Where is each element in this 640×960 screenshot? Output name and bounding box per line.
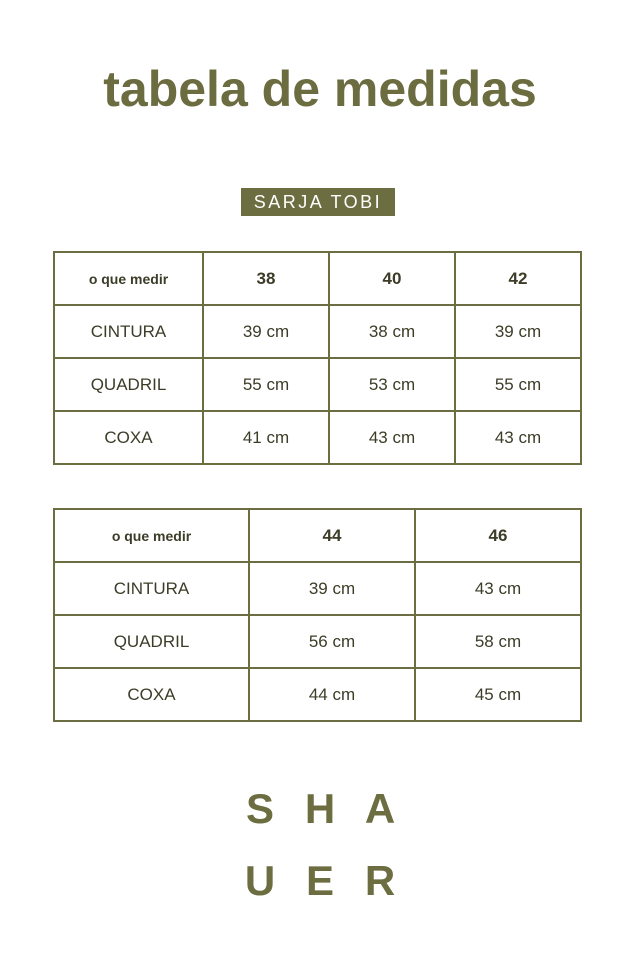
measure-value: 39 cm (455, 305, 581, 358)
measure-value: 44 cm (249, 668, 415, 721)
table-row (54, 615, 581, 668)
measure-value: 45 cm (415, 668, 581, 721)
measure-value: 43 cm (329, 411, 455, 464)
measure-value: 43 cm (455, 411, 581, 464)
logo-letter: S (245, 785, 274, 832)
measure-label: CINTURA (54, 562, 249, 615)
measure-label: COXA (54, 411, 203, 464)
measure-value: 55 cm (455, 358, 581, 411)
logo-letter: U (244, 857, 276, 904)
measure-label: CINTURA (54, 305, 203, 358)
size-header: 44 (249, 509, 415, 562)
size-table-1 (53, 251, 582, 465)
size-table-2 (53, 508, 582, 722)
table-row (54, 562, 581, 615)
table-header-row (54, 509, 581, 562)
product-name-badge: SARJA TOBI (241, 188, 395, 216)
measure-value: 55 cm (203, 358, 329, 411)
measure-value: 39 cm (249, 562, 415, 615)
measure-value: 41 cm (203, 411, 329, 464)
logo-letter: R (364, 857, 396, 904)
table-row (54, 358, 581, 411)
measure-label: QUADRIL (54, 358, 203, 411)
header-label: o que medir (54, 252, 203, 305)
table-row (54, 305, 581, 358)
brand-logo-line-2 (0, 857, 640, 905)
measure-value: 53 cm (329, 358, 455, 411)
size-header: 46 (415, 509, 581, 562)
logo-letter: E (305, 857, 334, 904)
measure-value: 39 cm (203, 305, 329, 358)
measure-label: COXA (54, 668, 249, 721)
brand-logo-line-1 (0, 785, 640, 833)
size-header: 42 (455, 252, 581, 305)
measure-label: QUADRIL (54, 615, 249, 668)
logo-letter: A (364, 785, 396, 832)
page-title: tabela de medidas (103, 61, 537, 117)
measure-value: 43 cm (415, 562, 581, 615)
header-label: o que medir (54, 509, 249, 562)
table-header-row (54, 252, 581, 305)
table-row (54, 411, 581, 464)
measure-value: 38 cm (329, 305, 455, 358)
table-row (54, 668, 581, 721)
logo-letter: H (304, 785, 336, 832)
measure-value: 58 cm (415, 615, 581, 668)
size-header: 38 (203, 252, 329, 305)
size-header: 40 (329, 252, 455, 305)
measure-value: 56 cm (249, 615, 415, 668)
